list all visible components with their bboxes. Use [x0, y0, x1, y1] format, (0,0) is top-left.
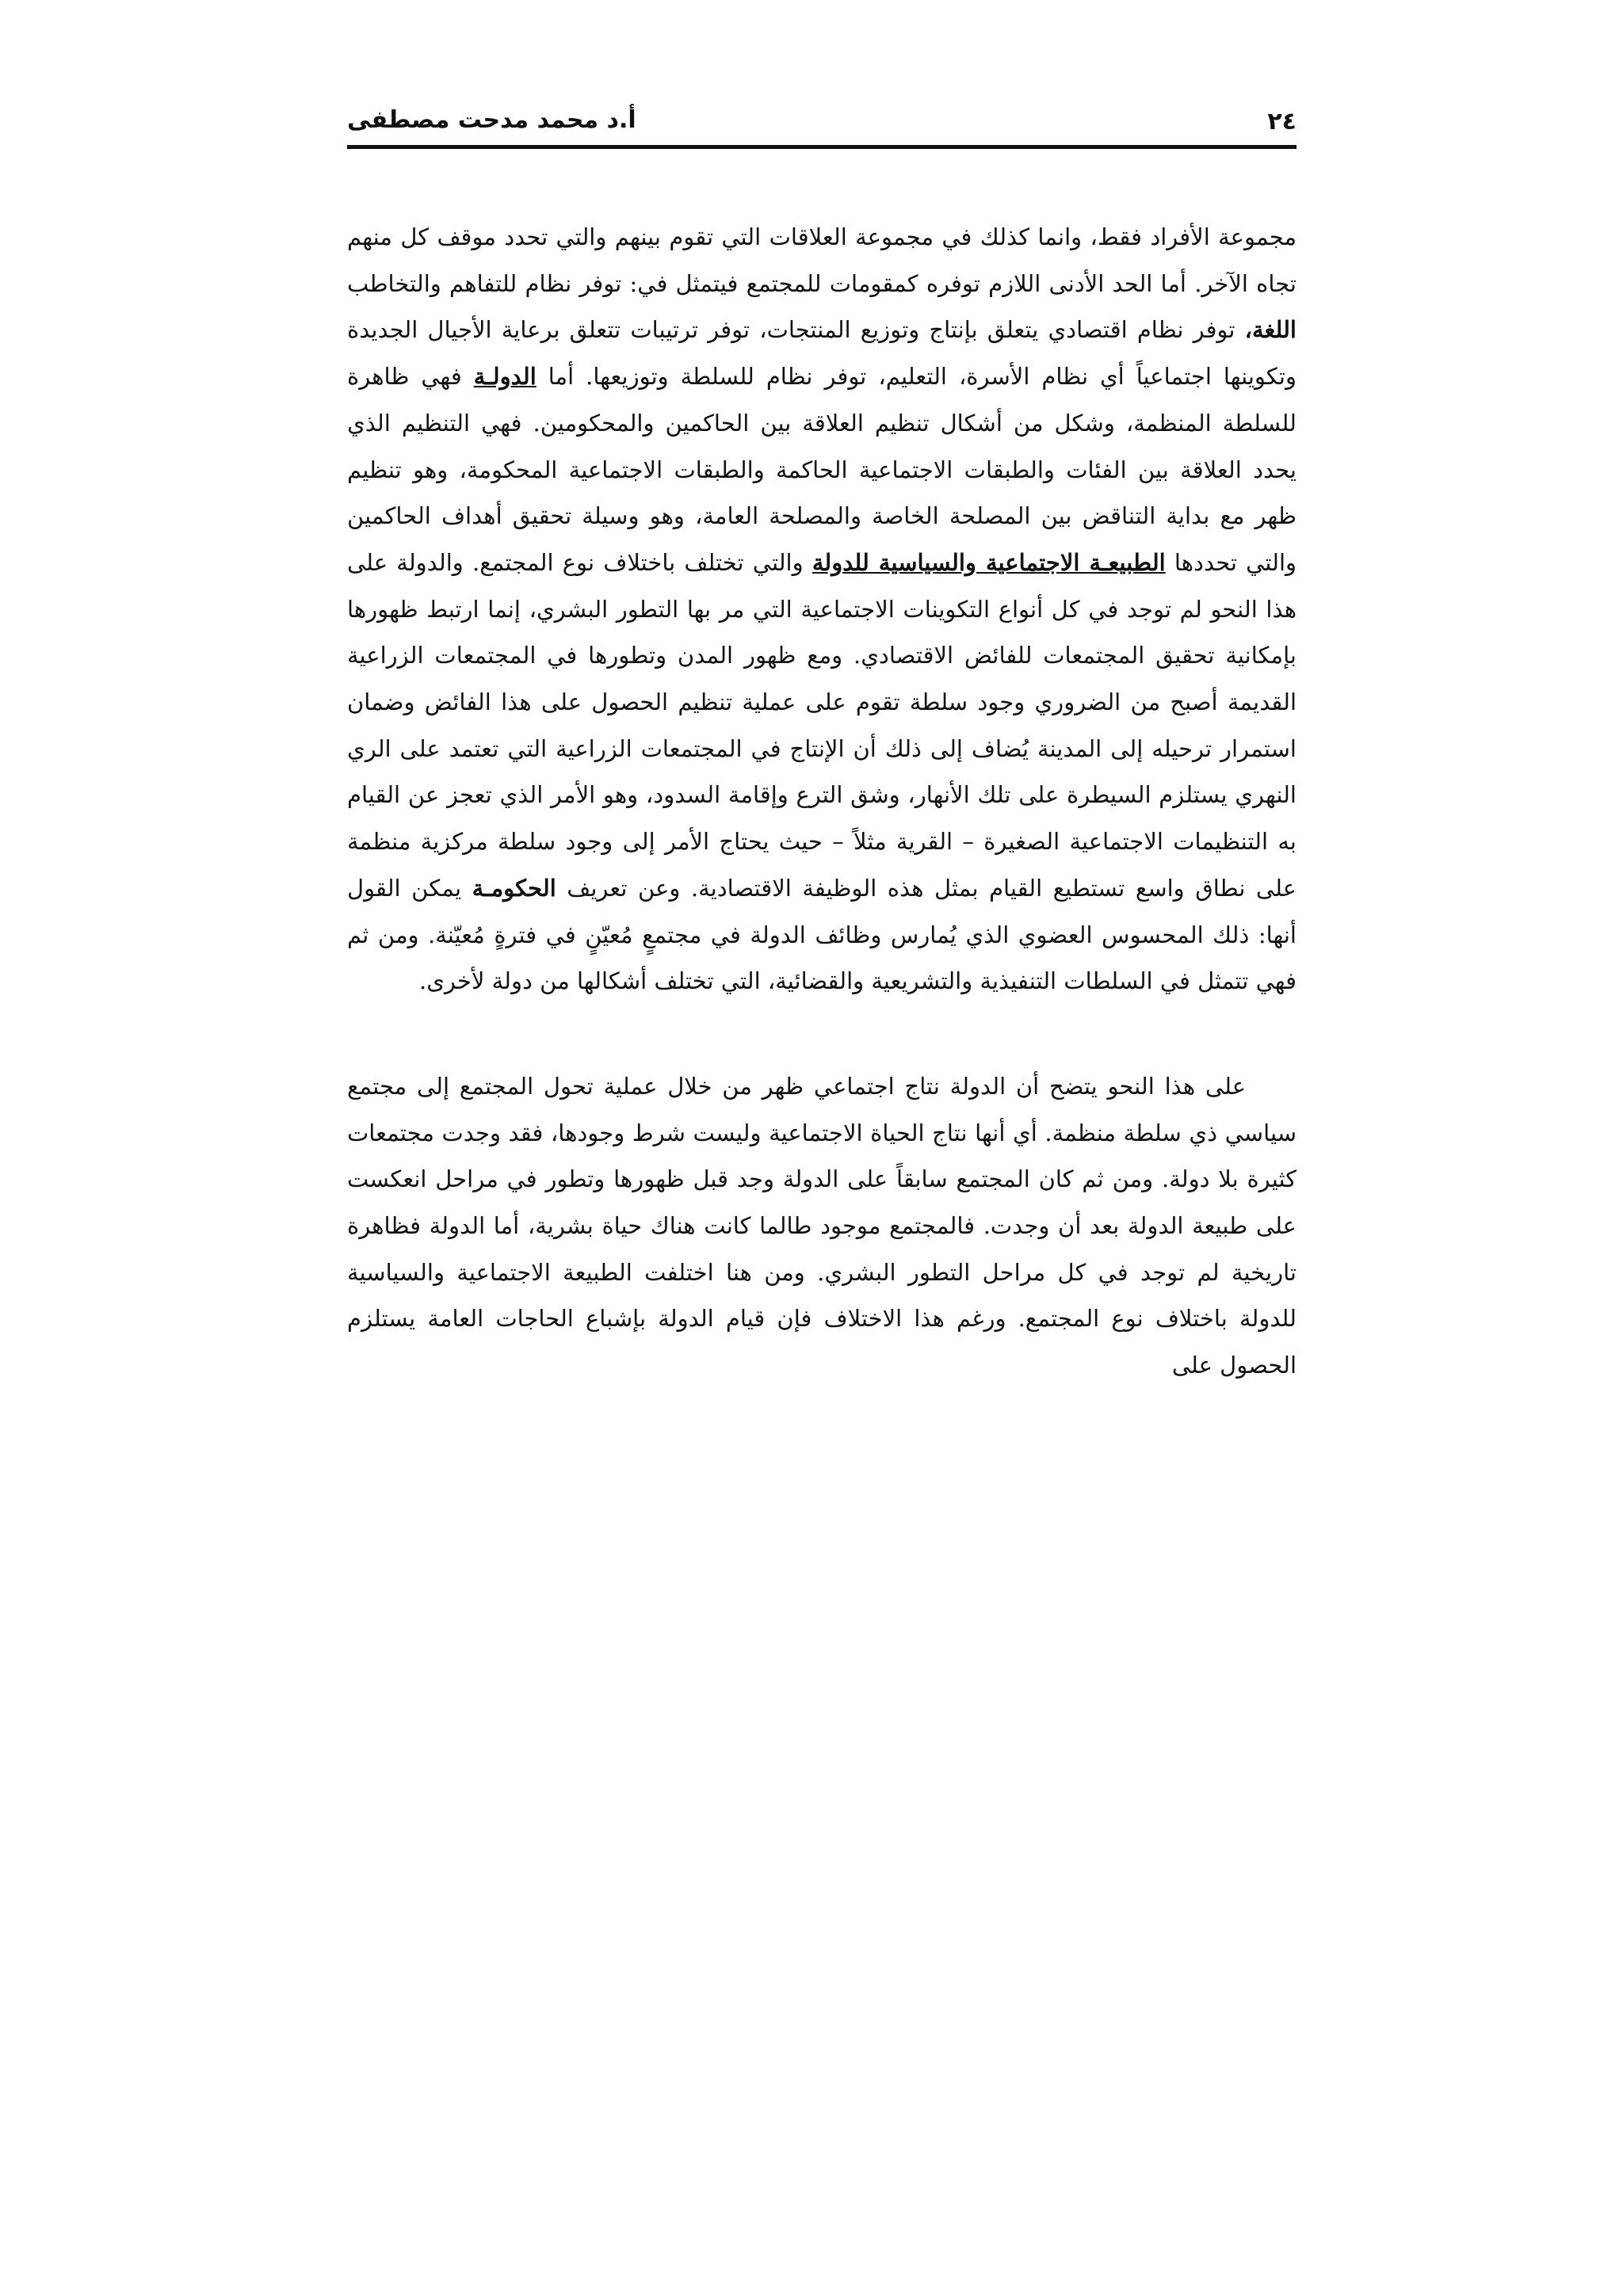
running-head-author: أ.د محمد مدحت مصطفى — [347, 106, 636, 134]
text-run: والتي تختلف باختلاف نوع المجتمع. والدولة على هذا النحو لم توجد في كل أنواع التكوينات الاجتماعية التي مر بها التطور البشري، إنما ارتبط ظهورها بإمكانية تحقيق المجتمعات للفائض الاقتصادي. ومع ظهور المدن وتطورها في المجتمعات الزراعية القديمة أصبح من الضروري وجود سلطة تقوم على عملية تنظيم الحصول على هذا الفائض وضمان استمرار ترحيله إلى المدينة يُضاف إلى ذلك أن الإنتاج في المجتمعات الزراعية التي تعتمد على الري النهري يستلزم السيطرة على تلك الأنهار، وشق الترع وإقامة السدود، وهو الأمر الذي تعجز عن القيام به التنظيمات الاجتماعية الصغيرة – القرية مثلاً – حيث يحتاج الأمر إلى وجود سلطة مركزية منظمة على نطاق واسع تستطيع القيام بمثل هذه الوظيفة الاقتصادية. وعن تعريف — [347, 548, 1296, 902]
term-social-political-nature: الطبيعـة الاجتماعية والسياسية للدولة — [812, 548, 1166, 576]
header-rule — [347, 145, 1296, 149]
text-run: مجموعة الأفراد فقط، وانما كذلك في مجموعة العلاقات التي تقوم بينهم والتي تحدد موقف كل منهم تجاه الآخر. أما الحد الأدنى اللازم توفره كمقومات للمجتمع فيتمثل في: توفر نظام للتفاهم والتخاطب — [347, 223, 1296, 297]
body-paragraph — [347, 214, 1296, 1005]
page-number: ٢٤ — [1267, 108, 1296, 135]
text-run: توفر نظام اقتصادي يتعلق بإنتاج وتوزيع المنتجات، توفر ترتيبات تتعلق برعاية الأجيال الجديدة وتكوينها اجتماعياً أي نظام الأسرة، التعليم، توفر نظام للسلطة وتوزيعها. أما — [347, 316, 1296, 391]
body-paragraph: على هذا النحو يتضح أن الدولة نتاج اجتماعي ظهر من خلال عملية تحول المجتمع إلى مجتمع سياسي ذي سلطة منظمة. أي أنها نتاج الحياة الاجتماعية وليست شرط وجودها، فقد وجدت مجتمعات كثيرة بلا دولة. ومن ثم كان المجتمع سابقاً على الدولة وجد قبل ظهورها وتطور في مراحل انعكست على طبيعة الدولة بعد أن وجدت. فالمجتمع موجود طالما كانت هناك حياة بشرية، أما الدولة فظاهرة تاريخية لم توجد في كل مراحل التطور البشري. ومن هنا اختلفت الطبيعة الاجتماعية والسياسية للدولة باختلاف نوع المجتمع. ورغم هذا الاختلاف فإن قيام الدولة بإشباع الحاجات العامة يستلزم الحصول على — [347, 1072, 1296, 1379]
term-government: الحكومـة — [472, 874, 556, 902]
page-header — [347, 93, 1296, 149]
term-language: اللغة، — [1244, 316, 1296, 344]
text-run: فهي ظاهرة للسلطة المنظمة، وشكل من أشكال تنظيم العلاقة بين الحاكمين والمحكومين. فهي التنظيم الذي يحدد العلاقة بين الفئات والطبقات الاجتماعية الحاكمة والطبقات الاجتماعية المحكومة، وهو تنظيم ظهر مع بداية التناقض بين المصلحة الخاصة والمصلحة العامة، وهو وسيلة تحقيق أهداف الحاكمين والتي تحددها — [347, 363, 1297, 576]
term-state: الدولـة — [473, 363, 537, 391]
text-run: يمكن القول أنها: ذلك المحسوس العضوي الذي يُمارس وظائف الدولة في مجتمعٍ مُعيّنٍ في فترةٍ مُعيّنة. ومن ثم فهي تتمثل في السلطات التنفيذية والتشريعية والقضائية، التي تختلف أشكالها من دولة لأخرى. — [347, 874, 1296, 995]
page-body — [347, 214, 1296, 1389]
